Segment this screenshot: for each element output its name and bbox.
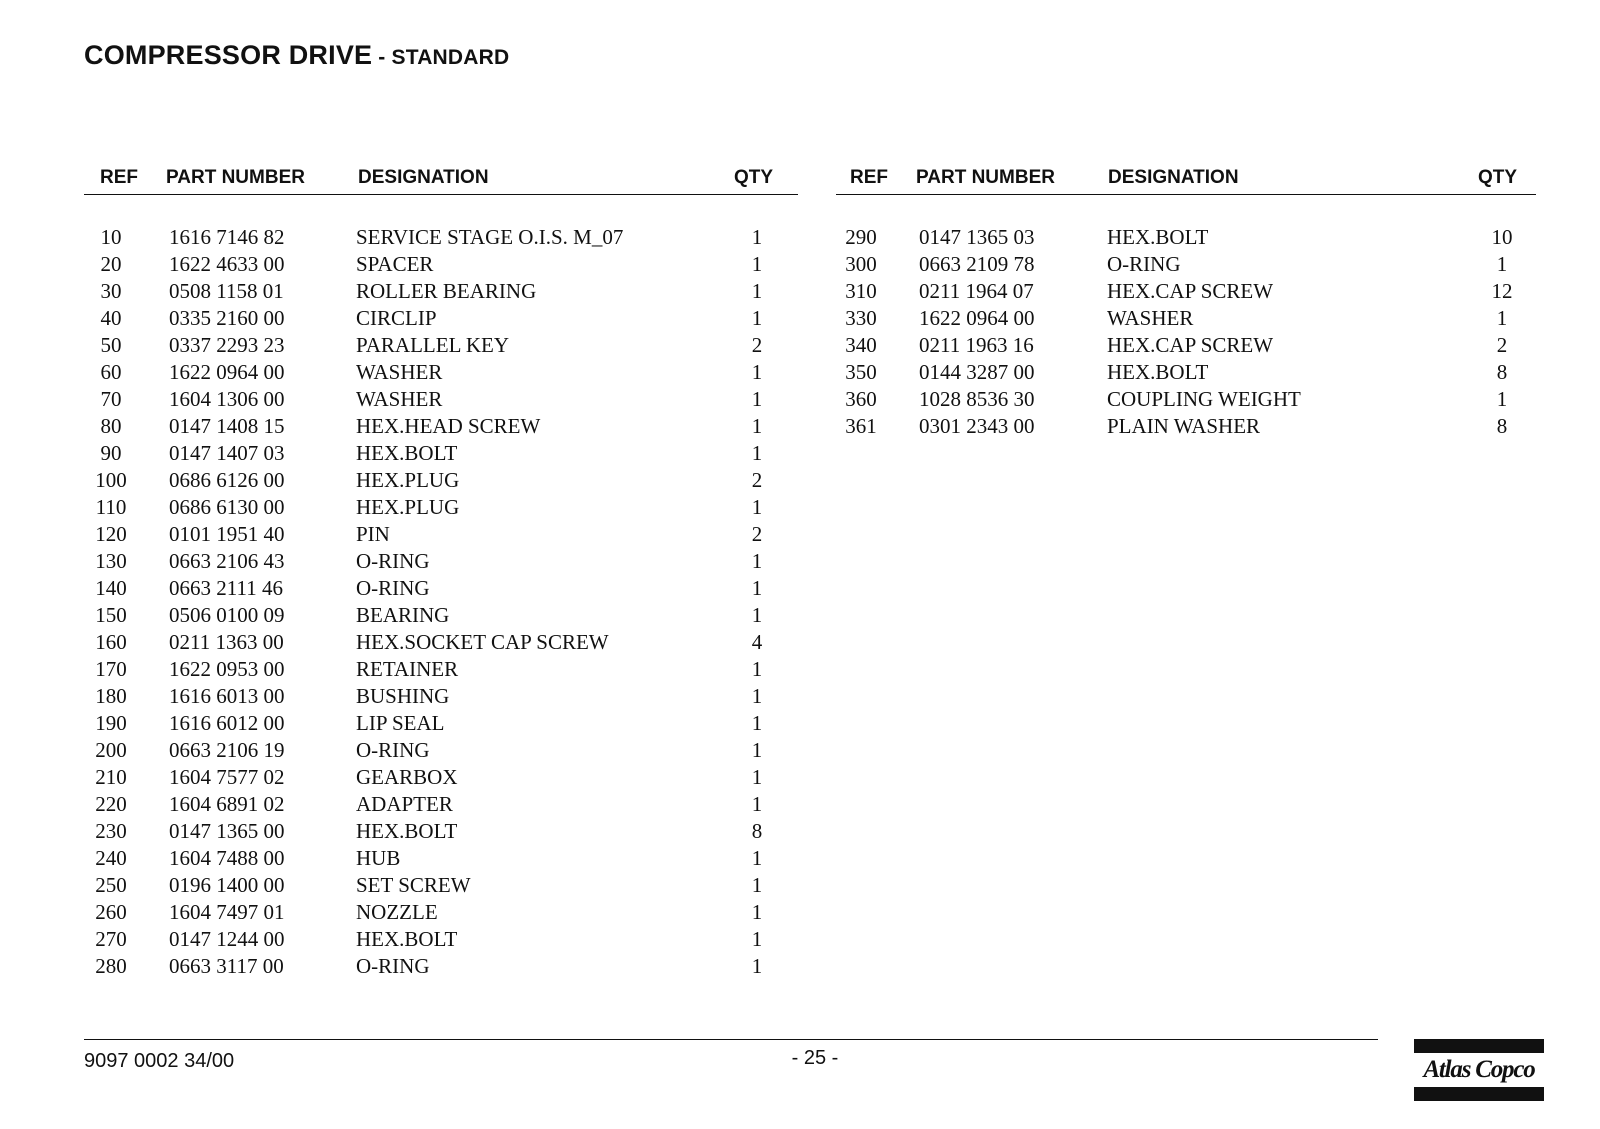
cell-part-number: 1028 8536 30 [919,387,1035,411]
cell-qty: 1 [751,846,763,870]
cell-qty: 1 [751,360,763,384]
table-row [84,522,798,549]
cell-part-number: 0211 1963 16 [919,333,1034,357]
table-row [836,387,1536,414]
table-row [836,225,1536,252]
table-header-right [836,166,1536,195]
title-subtitle: - STANDARD [372,46,510,69]
table-row [84,846,798,873]
table-row [84,576,798,603]
cell-designation: COUPLING WEIGHT [1107,387,1301,411]
header-qty: QTY [734,167,774,188]
cell-designation: HEX.BOLT [356,927,458,951]
cell-part-number: 0147 1365 03 [919,225,1035,249]
cell-part-number: 1616 7146 82 [169,225,285,249]
title-main: COMPRESSOR DRIVE [84,40,373,70]
cell-part-number: 1604 6891 02 [169,792,285,816]
cell-qty: 2 [1496,333,1508,357]
table-row [84,333,798,360]
cell-qty: 1 [751,279,763,303]
cell-ref: 180 [95,684,127,708]
cell-qty: 1 [751,711,763,735]
table-row [84,252,798,279]
table-row [84,927,798,954]
cell-designation: HEX.CAP SCREW [1107,333,1274,357]
cell-part-number: 0663 2109 78 [919,252,1035,276]
cell-part-number: 0211 1363 00 [169,630,284,654]
cell-part-number: 0663 2106 43 [169,549,285,573]
cell-ref: 160 [95,630,127,654]
cell-qty: 10 [1491,225,1513,249]
header-designation: DESIGNATION [1108,167,1239,188]
table-row [84,765,798,792]
cell-designation: WASHER [356,360,443,384]
cell-designation: HEX.BOLT [356,441,458,465]
table-row [84,738,798,765]
cell-designation: HUB [356,846,401,870]
table-row [84,441,798,468]
cell-part-number: 1604 7497 01 [169,900,285,924]
cell-ref: 130 [95,549,127,573]
cell-designation: NOZZLE [356,900,438,924]
table-row [84,279,798,306]
logo-wordmark: Atlas Copco [1423,1056,1535,1083]
cell-designation: PLAIN WASHER [1107,414,1261,438]
atlas-copco-logo [1414,1039,1544,1101]
cell-qty: 2 [751,522,763,546]
cell-ref: 190 [95,711,127,735]
header-ref: REF [100,167,138,188]
cell-qty: 1 [751,441,763,465]
table-row [84,873,798,900]
cell-ref: 200 [95,738,127,762]
table-body-right [836,225,1536,441]
cell-designation: SERVICE STAGE O.I.S. M_07 [356,225,624,249]
cell-qty: 1 [1496,387,1508,411]
table-row [84,414,798,441]
cell-qty: 2 [751,468,763,492]
cell-part-number: 0686 6130 00 [169,495,285,519]
cell-part-number: 0147 1407 03 [169,441,285,465]
cell-designation: WASHER [1107,306,1194,330]
cell-ref: 270 [95,927,127,951]
cell-part-number: 1616 6013 00 [169,684,285,708]
cell-designation: CIRCLIP [356,306,437,330]
cell-qty: 12 [1491,279,1513,303]
cell-ref: 30 [100,279,122,303]
cell-ref: 300 [845,252,877,276]
cell-ref: 210 [95,765,127,789]
cell-part-number: 1622 0964 00 [919,306,1035,330]
table-row [836,414,1536,441]
table-header-left [84,166,798,195]
table-row [84,387,798,414]
cell-designation: O-RING [356,576,430,600]
cell-qty: 1 [751,576,763,600]
cell-qty: 1 [751,387,763,411]
cell-part-number: 1622 4633 00 [169,252,285,276]
table-row [836,252,1536,279]
document-number: 9097 0002 34/00 [84,1050,235,1072]
cell-qty: 8 [751,819,763,843]
cell-part-number: 0337 2293 23 [169,333,285,357]
cell-part-number: 0144 3287 00 [919,360,1035,384]
table-row [84,657,798,684]
table-row [84,792,798,819]
cell-qty: 2 [751,333,763,357]
cell-qty: 1 [751,927,763,951]
table-row [836,306,1536,333]
header-part-number: PART NUMBER [166,167,305,188]
cell-qty: 1 [751,549,763,573]
footer-divider [84,1039,1378,1040]
cell-ref: 140 [95,576,127,600]
cell-designation: O-RING [1107,252,1181,276]
cell-ref: 10 [100,225,122,249]
cell-part-number: 0147 1244 00 [169,927,285,951]
cell-designation: HEX.PLUG [356,495,460,519]
logo-bar-bottom [1414,1087,1544,1101]
table-row [84,225,798,252]
cell-qty: 1 [751,954,763,978]
cell-part-number: 0147 1408 15 [169,414,285,438]
cell-ref: 40 [100,306,122,330]
cell-ref: 120 [95,522,127,546]
table-row [836,360,1536,387]
cell-part-number: 0663 2106 19 [169,738,285,762]
cell-designation: O-RING [356,954,430,978]
cell-qty: 1 [1496,252,1508,276]
cell-ref: 290 [845,225,877,249]
table-row [84,711,798,738]
cell-designation: GEARBOX [356,765,458,789]
cell-part-number: 0663 3117 00 [169,954,284,978]
cell-designation: ROLLER BEARING [356,279,537,303]
cell-ref: 240 [95,846,127,870]
cell-ref: 280 [95,954,127,978]
cell-ref: 110 [95,495,127,519]
cell-ref: 80 [100,414,122,438]
cell-qty: 1 [751,684,763,708]
cell-designation: O-RING [356,549,430,573]
table-row [84,684,798,711]
cell-qty: 8 [1496,414,1508,438]
header-qty: QTY [1478,167,1518,188]
cell-designation: ADAPTER [356,792,453,816]
cell-designation: O-RING [356,738,430,762]
cell-qty: 1 [1496,306,1508,330]
cell-part-number: 1616 6012 00 [169,711,285,735]
cell-ref: 360 [845,387,877,411]
cell-qty: 1 [751,657,763,681]
cell-designation: PARALLEL KEY [356,333,510,357]
cell-qty: 1 [751,495,763,519]
cell-ref: 350 [845,360,877,384]
cell-ref: 260 [95,900,127,924]
cell-designation: HEX.HEAD SCREW [356,414,541,438]
cell-ref: 20 [100,252,122,276]
cell-part-number: 0663 2111 46 [169,576,283,600]
page-number: - 25 - [791,1047,839,1069]
cell-qty: 1 [751,738,763,762]
cell-ref: 220 [95,792,127,816]
header-ref: REF [850,167,888,188]
table-row [84,495,798,522]
cell-part-number: 0508 1158 01 [169,279,284,303]
cell-ref: 230 [95,819,127,843]
cell-designation: HEX.CAP SCREW [1107,279,1274,303]
cell-ref: 340 [845,333,877,357]
cell-designation: HEX.BOLT [1107,360,1209,384]
cell-designation: SET SCREW [356,873,471,897]
cell-ref: 90 [100,441,122,465]
cell-ref: 170 [95,657,127,681]
cell-part-number: 0335 2160 00 [169,306,285,330]
parts-table-right [836,166,1536,441]
table-row [84,360,798,387]
cell-part-number: 1604 7488 00 [169,846,285,870]
cell-designation: HEX.SOCKET CAP SCREW [356,630,609,654]
logo-bar-top [1414,1039,1544,1053]
cell-designation: BEARING [356,603,450,627]
cell-designation: BUSHING [356,684,450,708]
table-row [84,549,798,576]
cell-designation: WASHER [356,387,443,411]
cell-designation: HEX.BOLT [1107,225,1209,249]
cell-part-number: 0211 1964 07 [919,279,1034,303]
cell-designation: PIN [356,522,390,546]
table-row [836,333,1536,360]
cell-ref: 100 [95,468,127,492]
cell-qty: 1 [751,900,763,924]
cell-part-number: 0101 1951 40 [169,522,285,546]
cell-part-number: 1604 7577 02 [169,765,285,789]
cell-ref: 70 [100,387,122,411]
cell-designation: RETAINER [356,657,459,681]
cell-part-number: 1622 0953 00 [169,657,285,681]
table-row [84,819,798,846]
parts-table-left [84,166,798,981]
cell-ref: 150 [95,603,127,627]
cell-part-number: 1604 1306 00 [169,387,285,411]
cell-qty: 1 [751,792,763,816]
cell-qty: 1 [751,414,763,438]
cell-part-number: 0686 6126 00 [169,468,285,492]
cell-designation: HEX.PLUG [356,468,460,492]
cell-qty: 4 [751,630,763,654]
cell-qty: 8 [1496,360,1508,384]
cell-ref: 60 [100,360,122,384]
cell-ref: 310 [845,279,877,303]
page-title [84,40,509,71]
table-row [836,279,1536,306]
cell-ref: 250 [95,873,127,897]
cell-part-number: 0196 1400 00 [169,873,285,897]
cell-designation: LIP SEAL [356,711,445,735]
table-row [84,603,798,630]
cell-ref: 361 [845,414,877,438]
table-row [84,900,798,927]
cell-qty: 1 [751,873,763,897]
cell-part-number: 0506 0100 09 [169,603,285,627]
cell-qty: 1 [751,306,763,330]
header-designation: DESIGNATION [358,167,489,188]
table-row [84,468,798,495]
cell-qty: 1 [751,225,763,249]
cell-qty: 1 [751,252,763,276]
cell-part-number: 0301 2343 00 [919,414,1035,438]
table-body-left [84,225,798,981]
table-row [84,954,798,981]
header-part-number: PART NUMBER [916,167,1055,188]
table-row [84,306,798,333]
cell-part-number: 1622 0964 00 [169,360,285,384]
cell-part-number: 0147 1365 00 [169,819,285,843]
cell-designation: SPACER [356,252,434,276]
cell-ref: 330 [845,306,877,330]
cell-qty: 1 [751,603,763,627]
cell-designation: HEX.BOLT [356,819,458,843]
table-row [84,630,798,657]
cell-qty: 1 [751,765,763,789]
cell-ref: 50 [100,333,122,357]
